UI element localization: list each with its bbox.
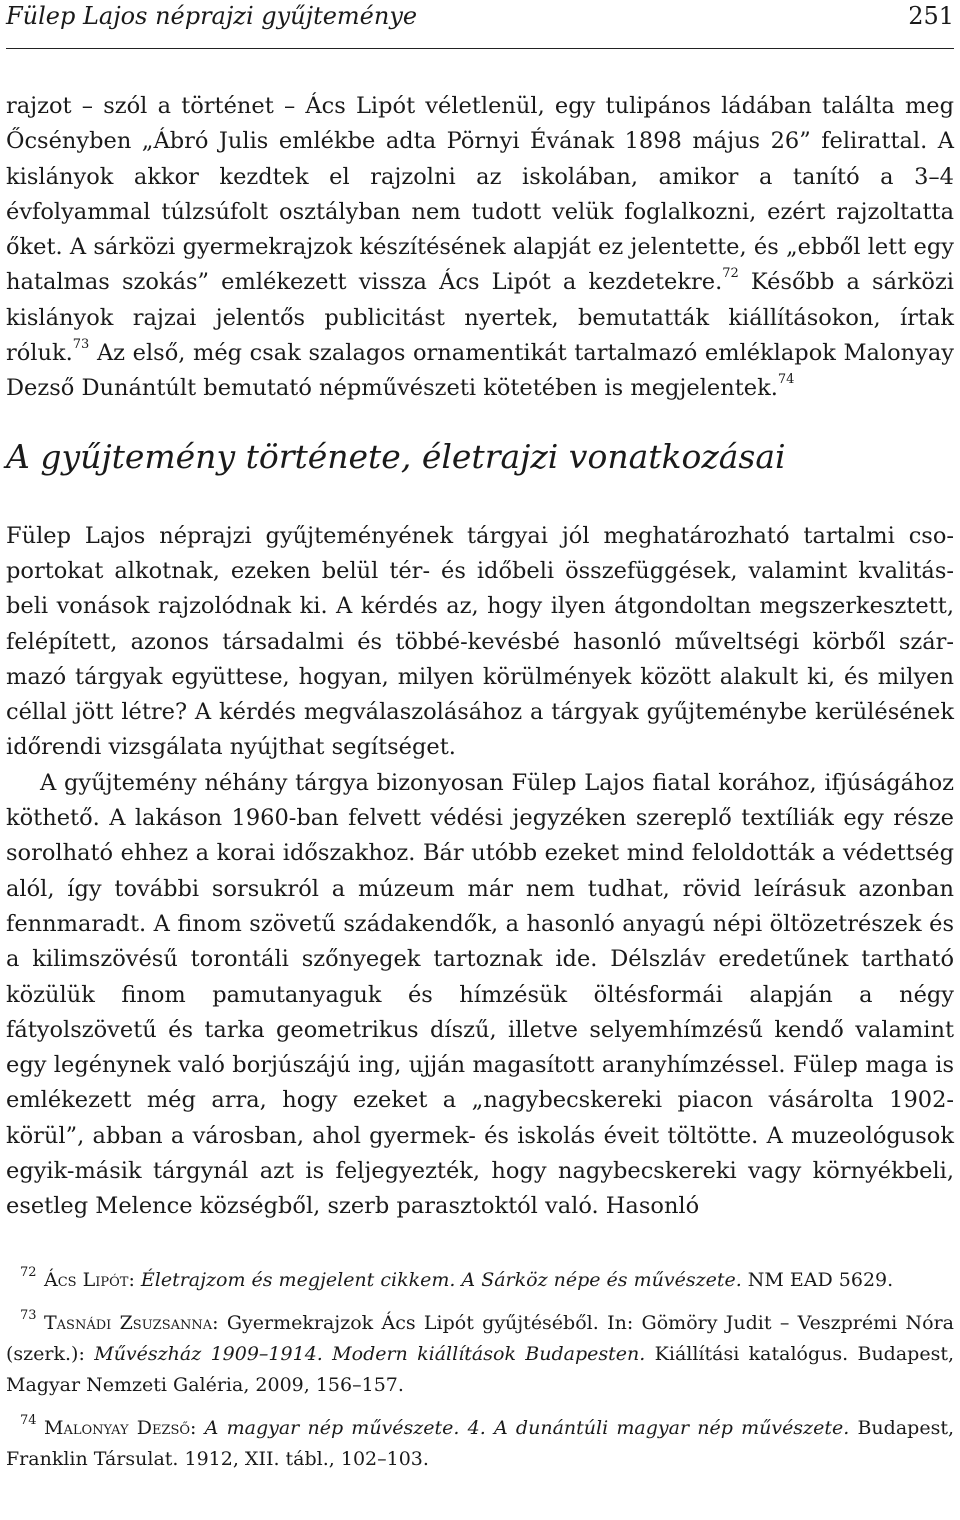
footnote-ref[interactable]: 74 (777, 372, 795, 388)
footnote-ref[interactable]: 72 (722, 266, 739, 282)
running-header (6, 0, 954, 49)
text-segment: Később a sárközi kislányok rajzai jelentős publicitást nyertek, bemutatták kiállításokon, írtak róluk. (6, 269, 954, 367)
footnote-author: Ács Lipót: (44, 1268, 135, 1291)
footnote (6, 1413, 954, 1475)
footnote-author: Tasnádi Zsuzsanna: (44, 1311, 219, 1334)
paragraph: Fülep Lajos néprajzi gyűjteményének tárgyai jól meghatározható tartalmi csoportokat alkotnak, ezeken belül tér- és időbeli összefüggések, valamint kvalitásbeli vonások rajzolódnak ki. A kérdés az, hogy ilyen átgondoltan megszerkesztett, felépített, azonos társadalmi és többé-kevésbé hasonló műveltségi körből származó tárgyak együttese, hogyan, milyen körülmények között alakult ki, és milyen céllal jött létre? A kérdés megválaszolásához a tárgyak gyűjteménybe kerülésének időrendi vizsgálata nyújthat segítséget. (6, 522, 954, 761)
page (6, 0, 954, 1487)
footnote-number: 74 (20, 1412, 37, 1428)
footnote-number: 73 (20, 1307, 37, 1323)
paragraph-continued (6, 89, 954, 407)
footnote-author: Malonyay Dezső: (44, 1416, 197, 1439)
footnote-title: Művészház 1909–1914. Modern kiállítások Budapesten. (94, 1342, 646, 1365)
footnote-number: 72 (20, 1264, 37, 1280)
footnote-plain: Gyermekrajzok Ács Lipót gyűjtéséből. In: Gömöry Judit – Veszprémi Nóra (szerk.): (6, 1311, 954, 1365)
footnotes (6, 1265, 954, 1475)
footnote-title: Életrajzom és megjelent cikkem. A Sárköz népe és művészete. (140, 1268, 742, 1291)
footnote-ref[interactable]: 73 (72, 337, 90, 353)
text-segment: Az első, még csak szalagos ornamentikát tartalmazó emléklapok Malonyay Dezső Dunántúlt bemutató népművészeti kötetében is megjelentek. (6, 340, 954, 402)
footnote (6, 1265, 954, 1296)
section-heading: A gyűjtemény története, életrajzi vonatkozásai (6, 436, 786, 476)
footnote-rest: Budapest, Franklin Társulat. 1912, XII. tábl., 102–103. (6, 1416, 954, 1470)
footnote-title: A magyar nép művészete. 4. A dunántúli magyar nép művészete. (204, 1416, 850, 1439)
page-number: 251 (908, 2, 954, 30)
paragraph: A gyűjtemény néhány tárgya bizonyosan Fülep Lajos fiatal korához, ifjúságához köthető. A lakáson 1960-ban felvett védési jegyzéken szereplő textíliák egy része sorolható ehhez a korai időszakhoz. Bár utóbb ezeket mind feloldották a védettség alól, így további sorsukról a múzeum már nem tudhat, rövid leírásuk azonban fennmaradt. A finom szövetű szádakendők, a hasonló anyagú népi öltözetrészek és a kilimszövésű torontáli szőnyegek tartoznak ide. Délszláv eredetűnek tartható közülük finom pamutanyaguk és hímzésük öltésformái alapján a négy fátyolszövetű és tarka geometrikus díszű, illetve selyemhímzésű kendő valamint egy legénynek való borjúszájú ing, ujján magasított aranyhímzéssel. Fülep maga is emlékezett még arra, hogy ezeket a „nagybecskereki piacon vásárolta 1902-körül”, abban a városban, ahol gyermek- és iskolás éveit töltötte. A muzeológusok egyik-másik tárgynál azt is feljegyezték, hogy nagybecskereki vagy környékbeli, esetleg Melence községből, szerb parasztoktól való. Hasonló (6, 769, 954, 1220)
footnote-rest: Kiállítási katalógus. Budapest, Magyar Nemzeti Galéria, 2009, 156–157. (6, 1342, 955, 1396)
footnote (6, 1308, 954, 1401)
text-segment: rajzot – szól a történet – Ács Lipót véletlenül, egy tulipános ládában találta meg Őcsényben „Ábró Julis emlékbe adta Pörnyi Évának 1898 május 26” felirattal. A kislányok akkor kezdtek el rajzolni az iskolában, amikor a tanító a 3–4 évfolyammal túlzsúfolt osztályban nem tudott velük foglalkozni, ezért rajzoltatta őket. A sárközi gyermekrajzok készítésének alapját ez jelentette, és „ebből lett egy hatalmas szokás” emlékezett vissza Ács Lipót a kezdetekre. (6, 93, 954, 296)
running-title: Fülep Lajos néprajzi gyűjteménye (6, 2, 418, 30)
footnote-rest: NM EAD 5629. (747, 1268, 894, 1291)
